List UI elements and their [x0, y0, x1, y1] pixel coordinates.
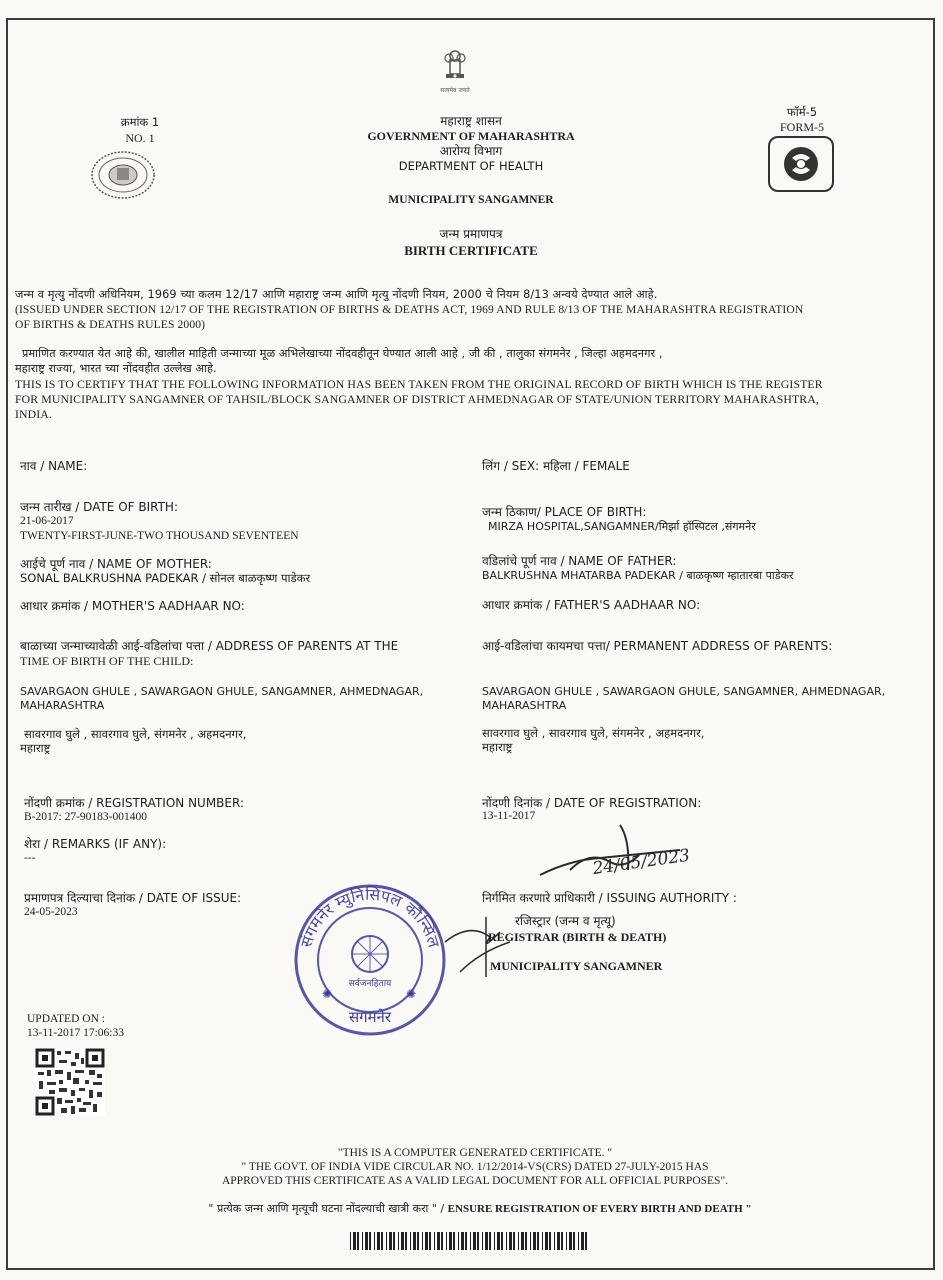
emblem-motto: सत्यमेव जयते	[440, 87, 470, 94]
signature-date: 24/05/2023	[591, 845, 692, 880]
remarks-value: ---	[24, 852, 36, 864]
svg-text:✺: ✺	[322, 987, 333, 1001]
footer-line-3: APPROVED THIS CERTIFICATE AS A VALID LEGAL DOCUMENT FOR ALL OFFICIAL PURPOSES".	[221, 1175, 729, 1187]
form-number-en: FORM-5	[779, 120, 824, 134]
father-name-label: वडिलांचे पूर्ण नाव / NAME OF FATHER:	[482, 554, 677, 568]
state-emblem-icon	[441, 48, 469, 84]
certify-text-en-3: INDIA.	[15, 407, 52, 421]
footer-line-4	[140, 1201, 820, 1216]
footer-line-1: "THIS IS A COMPUTER GENERATED CERTIFICATE. "	[337, 1147, 613, 1159]
act-text-mr: जन्म व मृत्यु नोंदणी अधिनियम, 1969 च्या कलम 12/17 आणि महाराष्ट्र जन्म आणि मृत्यु नोंदणी नियम, 2000 चे नियम 8/13 अन्वये देण्यात आले आहे.	[15, 288, 658, 301]
registration-number-label: नोंदणी क्रमांक / REGISTRATION NUMBER:	[24, 796, 245, 810]
registrar-office: MUNICIPALITY SANGAMNER	[490, 959, 663, 973]
issuing-authority-label: निर्गमित करणारे प्राधिकारी / ISSUING AUTHORITY :	[482, 891, 737, 905]
footer-line-2: " THE GOVT. OF INDIA VIDE CIRCULAR NO. 1/12/2014-VS(CRS) DATED 27-JULY-2015 HAS	[241, 1161, 709, 1173]
mother-aadhaar-label: आधार क्रमांक / MOTHER'S AADHAAR NO:	[20, 599, 245, 613]
birth-address-mr-1: सावरगाव घुले , सावरगाव घुले, संगमनेर , अहमदनगर,	[24, 727, 247, 741]
updated-on-value: 13-11-2017 17:06:33	[27, 1027, 124, 1039]
seal-bottom-text: संगमनेर	[348, 1008, 392, 1026]
state-title-mr: महाराष्ट्र शासन	[440, 114, 502, 128]
birth-address-en-1: SAVARGAON GHULE , SAWARGAON GHULE, SANGAMNER, AHMEDNAGAR,	[20, 685, 424, 698]
sex-label: लिंग / SEX: महिला / FEMALE	[482, 459, 630, 473]
serial-number-en: NO. 1	[125, 131, 155, 145]
registrar-title-en: REGISTRAR (BIRTH & DEATH)	[488, 930, 667, 944]
seal-outer-text: संगमनेर म्युनिसिपल कौन्सिल	[296, 884, 444, 950]
certificate-title-en: BIRTH CERTIFICATE	[404, 243, 538, 258]
department-en: DEPARTMENT OF HEALTH	[398, 159, 544, 173]
father-aadhaar-label: आधार क्रमांक / FATHER'S AADHAAR NO:	[482, 598, 701, 612]
birth-address-en-2: MAHARASHTRA	[20, 699, 105, 712]
certificate-title-mr: जन्म प्रमाणपत्र	[439, 227, 503, 241]
registration-number-value: B-2017: 27-90183-001400	[24, 811, 147, 823]
permanent-address-en-2: MAHARASHTRA	[482, 699, 567, 712]
certify-text-mr-1: प्रमाणित करण्यात येत आहे की, खालील माहिती जन्माच्या मूळ अभिलेखाच्या नोंदवहीतून घेण्यात आली आहे , जी की , तालुका संगमनेर , जिल्हा अहमदनगर ,	[22, 347, 663, 360]
mother-name-label: आईचे पूर्ण नाव / NAME OF MOTHER:	[20, 557, 212, 571]
issue-date-label: प्रमाणपत्र दिल्याचा दिनांक / DATE OF ISSUE:	[24, 891, 242, 905]
crs-logo-icon	[768, 136, 834, 192]
form-number-mr: फॉर्म-5	[786, 105, 818, 119]
footer-line-4-mr: " प्रत्येक जन्म आणि मृत्यूची घटना नोंदल्याची खात्री करा " /	[208, 1202, 445, 1215]
certify-text-en-1: THIS IS TO CERTIFY THAT THE FOLLOWING INFORMATION HAS BEEN TAKEN FROM THE ORIGINAL RECORD OF BIRTH WHICH IS THE REGISTER	[15, 377, 823, 391]
remarks-label: शेरा / REMARKS (IF ANY):	[24, 837, 167, 851]
updated-on-label: UPDATED ON :	[27, 1013, 105, 1025]
serial-number-mr: क्रमांक 1	[120, 115, 160, 129]
place-of-birth-label: जन्म ठिकाण/ PLACE OF BIRTH:	[482, 505, 647, 519]
municipal-seal-icon	[290, 880, 450, 1040]
place-of-birth-value: MIRZA HOSPITAL,SANGAMNER/मिर्झा हॉस्पिटल ,संगमनेर	[488, 520, 756, 533]
certify-text-en-2: FOR MUNICIPALITY SANGAMNER OF TAHSIL/BLOCK SANGAMNER OF DISTRICT AHMEDNAGAR OF STATE/UNION TERRITORY MAHARASHTRA,	[15, 392, 819, 406]
municipality-title: MUNICIPALITY SANGAMNER	[388, 194, 554, 206]
permanent-address-label: आई-वडिलांचा कायमचा पत्ता/ PERMANENT ADDRESS OF PARENTS:	[482, 639, 833, 653]
permanent-address-en-1: SAVARGAON GHULE , SAWARGAON GHULE, SANGAMNER, AHMEDNAGAR,	[482, 685, 886, 698]
certify-text-mr-2: महाराष्ट्र राज्या, भारत च्या नोंदवहीत उल्लेख आहे.	[15, 362, 217, 375]
barcode-icon	[350, 1232, 590, 1250]
birth-address-label-1: बाळाच्या जन्माच्यावेळी आई-वडिलांचा पत्ता / ADDRESS OF PARENTS AT THE	[20, 639, 399, 653]
dob-words: TWENTY-FIRST-JUNE-TWO THOUSAND SEVENTEEN	[20, 530, 299, 542]
department-mr: आरोग्य विभाग	[439, 144, 503, 158]
permanent-address-mr-2: महाराष्ट्र	[482, 740, 513, 754]
registration-date-value: 13-11-2017	[482, 810, 536, 822]
birth-address-label-2: TIME OF BIRTH OF THE CHILD:	[20, 654, 194, 668]
qr-code-icon	[35, 1048, 105, 1116]
municipal-logo-icon	[90, 150, 156, 200]
act-text-en-1: (ISSUED UNDER SECTION 12/17 OF THE REGISTRATION OF BIRTHS & DEATHS ACT, 1969 AND RULE 8/13 OF THE MAHARASHTRA REGISTRATION	[15, 303, 804, 316]
seal-inner-text: सर्वजनहिताय	[348, 979, 392, 989]
name-label: नाव / NAME:	[20, 459, 88, 473]
registrar-title-mr: रजिस्ट्रार (जन्म व मृत्यू)	[515, 914, 616, 928]
father-name-value: BALKRUSHNA MHATARBA PADEKAR / बाळकृष्ण म्हातारबा पाडेकर	[482, 569, 794, 582]
mother-name-value: SONAL BALKRUSHNA PADEKAR / सोनल बाळकृष्ण पाडेकर	[20, 571, 311, 585]
dob-value: 21-06-2017	[20, 515, 74, 527]
act-text-en-2: OF BIRTHS & DEATHS RULES 2000)	[15, 318, 206, 331]
permanent-address-mr-1: सावरगाव घुले , सावरगाव घुले, संगमनेर , अहमदनगर,	[482, 726, 705, 740]
registration-date-label: नोंदणी दिनांक / DATE OF REGISTRATION:	[482, 796, 702, 810]
dob-label: जन्म तारीख / DATE OF BIRTH:	[20, 500, 178, 514]
state-title-en: GOVERNMENT OF MAHARASHTRA	[367, 129, 575, 143]
birth-address-mr-2: महाराष्ट्र	[20, 741, 51, 755]
svg-text:✺: ✺	[406, 987, 417, 1001]
footer-line-4-en: ENSURE REGISTRATION OF EVERY BIRTH AND DEATH "	[447, 1203, 752, 1215]
issue-date-value: 24-05-2023	[24, 906, 78, 918]
